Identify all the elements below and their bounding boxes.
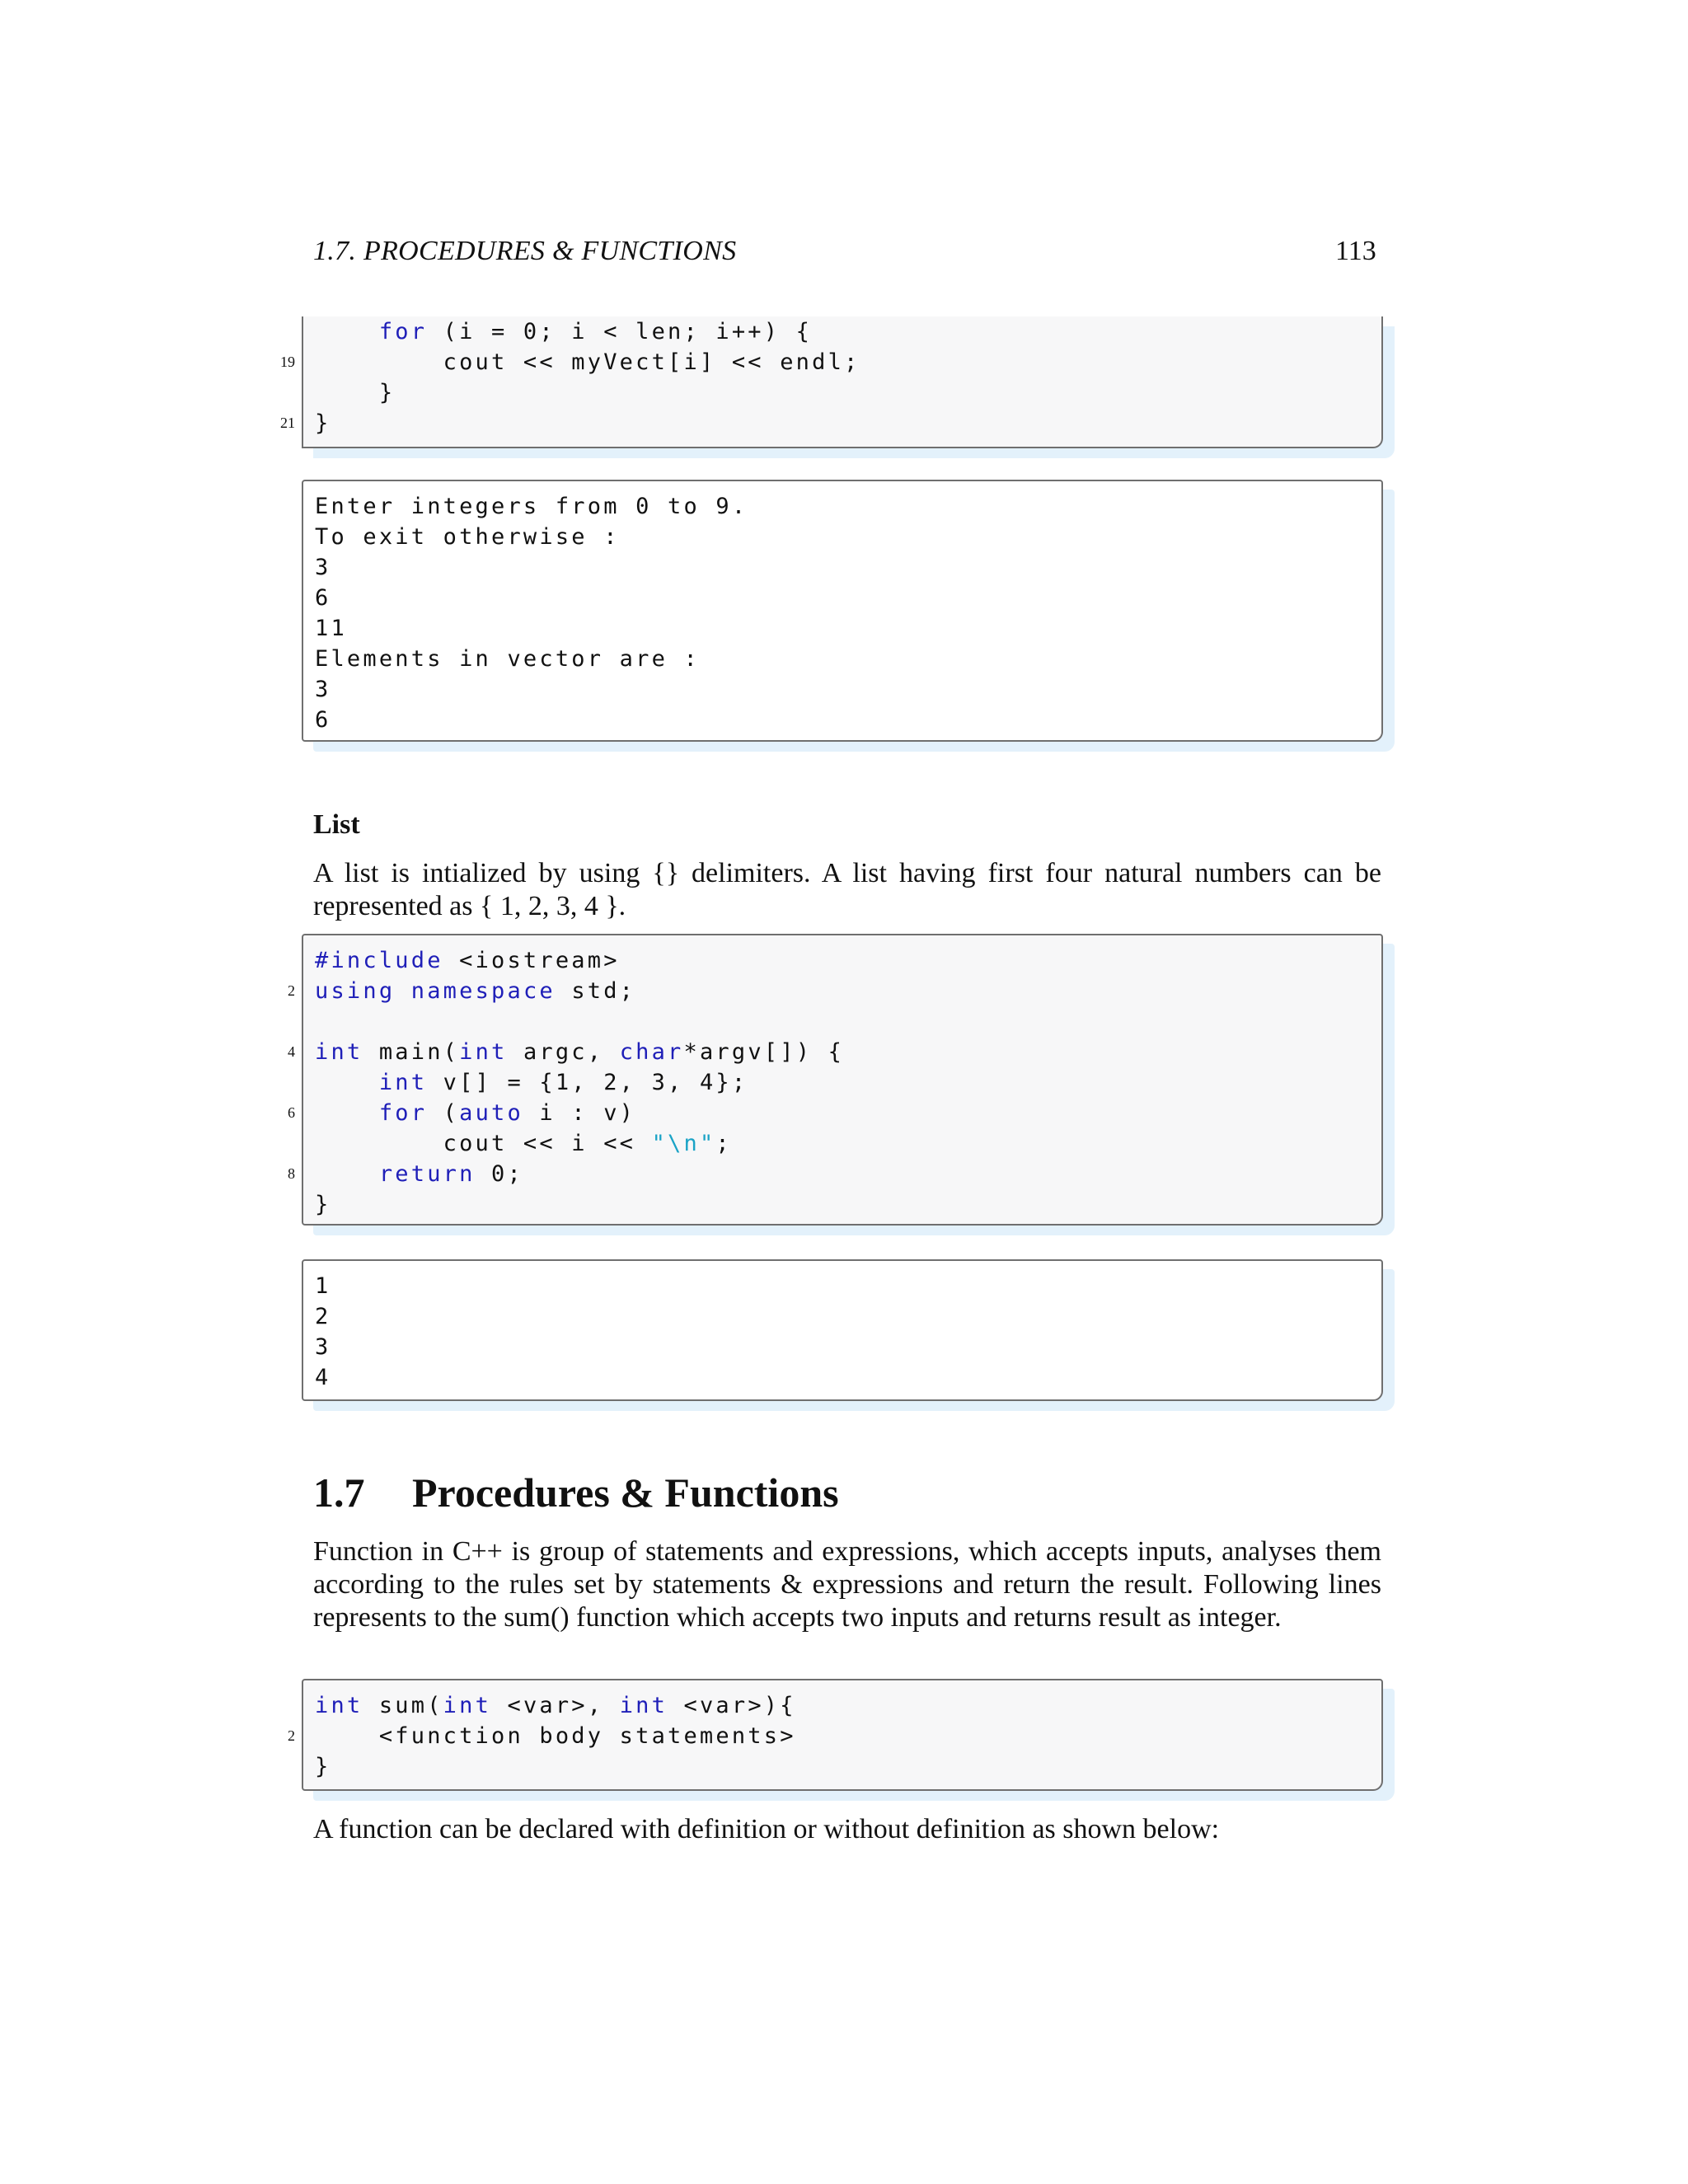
line-number: 6	[288, 1104, 295, 1121]
code-text: cout << myVect[i] << endl;	[315, 349, 860, 375]
code-listing-sum	[288, 1679, 1383, 1791]
code-line	[315, 1067, 748, 1098]
section-number: 1.7	[313, 1469, 365, 1516]
code-line	[315, 316, 812, 347]
code-keyword: int	[619, 1693, 668, 1718]
code-listing-list	[288, 934, 1383, 1226]
output-box-list	[302, 1259, 1383, 1401]
code-keyword: int	[315, 1693, 363, 1718]
code-keyword: using	[315, 978, 396, 1004]
code-keyword: int	[443, 1693, 492, 1718]
code-keyword: return	[378, 1161, 476, 1187]
code-text	[315, 1100, 379, 1126]
code-line: 1	[315, 1273, 331, 1299]
code-text: (	[427, 1100, 460, 1126]
code-line	[315, 408, 331, 438]
code-text: cout << i <<	[315, 1131, 652, 1156]
code-text: <var>,	[491, 1693, 620, 1718]
code-line: 4	[315, 1365, 331, 1390]
code-text	[395, 978, 410, 1004]
code-text: <iostream>	[443, 948, 620, 973]
code-line	[315, 377, 395, 408]
code-text: }	[315, 380, 396, 405]
code-text: *argv[]) {	[683, 1039, 845, 1065]
code-line	[315, 976, 635, 1006]
code-line: 6	[315, 585, 331, 611]
page-number: 113	[1335, 236, 1376, 266]
line-number: 19	[280, 354, 295, 370]
code-text: ;	[715, 1131, 732, 1156]
code-keyword: int	[459, 1039, 508, 1065]
code-keyword: #include	[315, 948, 443, 973]
code-text: main(	[363, 1039, 460, 1065]
code-keyword: auto	[459, 1100, 523, 1126]
code-text: std;	[555, 978, 636, 1004]
code-line: Elements in vector are :	[315, 646, 700, 672]
code-line: 2	[315, 1304, 331, 1329]
section-paragraph: Function in C++ is group of statements and expressions, which accepts inputs, analyses them according to the rules set by statements & expressions and return the result. Following lines represents to the sum() function which accepts two inputs and returns result as integer.	[313, 1536, 1381, 1633]
code-text: <function body statements>	[315, 1723, 796, 1749]
code-keyword: char	[619, 1039, 684, 1065]
line-number: 8	[288, 1165, 295, 1182]
code-line: 3	[315, 555, 331, 580]
code-text: }	[315, 1754, 331, 1779]
output-box-vector	[302, 480, 1383, 742]
code-line	[315, 1037, 844, 1067]
subsection-heading-list: List	[313, 809, 360, 840]
code-text: <var>){	[668, 1693, 796, 1718]
code-line	[315, 1721, 796, 1751]
code-text: sum(	[363, 1693, 443, 1718]
code-text: v[] = {1, 2, 3, 4};	[427, 1070, 748, 1095]
code-line: Enter integers from 0 to 9.	[315, 494, 748, 519]
code-string: "\n"	[651, 1131, 716, 1156]
line-number: 21	[280, 415, 295, 431]
code-line: 3	[315, 677, 331, 702]
closing-paragraph: A function can be declared with definition or without definition as shown below:	[313, 1814, 1220, 1844]
code-line	[315, 1751, 331, 1782]
line-number: 2	[288, 1727, 295, 1744]
code-line	[315, 1128, 732, 1159]
section-heading	[313, 1469, 839, 1516]
code-text: 0;	[475, 1161, 523, 1187]
code-line: To exit otherwise :	[315, 524, 620, 550]
code-line	[315, 1690, 796, 1721]
code-line: 6	[315, 707, 331, 733]
line-number: 4	[288, 1043, 295, 1060]
code-text: i : v)	[523, 1100, 636, 1126]
code-line: 3	[315, 1334, 331, 1360]
code-text	[315, 1070, 379, 1095]
code-line	[315, 1159, 523, 1189]
code-text: (i = 0; i < len; i++) {	[427, 319, 813, 344]
code-line: 11	[315, 616, 347, 641]
code-line	[315, 347, 860, 377]
code-text: }	[315, 1192, 331, 1217]
code-text: argc,	[507, 1039, 620, 1065]
code-keyword: int	[315, 1039, 363, 1065]
code-text: }	[315, 410, 331, 436]
code-text	[315, 1161, 379, 1187]
code-listing-continuation	[280, 316, 1383, 448]
running-head: 1.7. PROCEDURES & FUNCTIONS	[313, 236, 737, 266]
code-keyword: for	[378, 319, 428, 344]
list-paragraph: A list is intialized by using {} delimiters. A list having first four natural numbers can be represented as { 1, 2, 3, 4 }.	[313, 858, 1381, 921]
code-line	[315, 1098, 635, 1128]
code-text	[315, 319, 379, 344]
code-line	[315, 945, 620, 976]
code-line	[315, 1189, 331, 1220]
code-keyword: int	[378, 1070, 428, 1095]
line-number: 2	[288, 982, 295, 999]
code-keyword: namespace	[410, 978, 556, 1004]
section-title: Procedures & Functions	[412, 1469, 839, 1516]
code-keyword: for	[378, 1100, 428, 1126]
